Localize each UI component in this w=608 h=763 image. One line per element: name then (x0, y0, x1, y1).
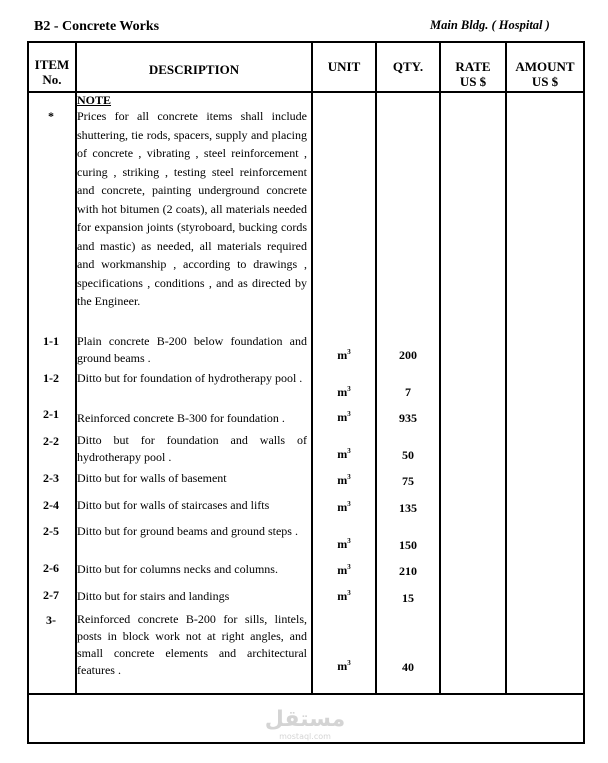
item-description: Ditto but for foundation of hydrotherapy pool . (77, 371, 303, 385)
item-unit: $m^3$ (337, 410, 351, 424)
footer-rule (29, 693, 583, 695)
item-unit: $m^3$ (337, 563, 351, 577)
item-qty: 935 (399, 411, 417, 425)
item-number: 1-1 (43, 334, 59, 348)
boq-table (27, 41, 585, 744)
item-unit: $m^3$ (337, 385, 351, 399)
item-number: 2-5 (43, 524, 59, 538)
item-qty: 200 (399, 348, 417, 362)
item-description: Reinforced concrete B-200 for sills, lintels, posts in block work not at right angles, and small concrete elements and architectural features . (77, 612, 307, 677)
item-qty: 50 (402, 448, 414, 462)
item-qty: 210 (399, 564, 417, 578)
column-divider (505, 43, 507, 693)
item-number: 2-3 (43, 471, 59, 485)
item-description: Plain concrete B-200 below foundation and ground beams . (77, 334, 307, 365)
col-header-item: ITEM No. (34, 57, 70, 87)
item-unit: $m^3$ (337, 348, 351, 362)
watermark (262, 708, 348, 742)
section-title: B2 - Concrete Works (34, 19, 160, 34)
col-header-qty: QTY. (392, 59, 424, 74)
item-unit: $m^3$ (337, 537, 351, 551)
item-unit: $m^3$ (337, 447, 351, 461)
item-number: 2-7 (43, 588, 59, 602)
watermark-latin: mostaql.com (279, 732, 331, 741)
item-qty: 15 (402, 591, 414, 605)
item-number: 2-4 (43, 498, 59, 512)
column-divider (439, 43, 441, 693)
item-description: Ditto but for stairs and landings (77, 589, 230, 603)
item-number: 1-2 (43, 371, 59, 385)
note-text: Prices for all concrete items shall include shuttering, tie rods, spacers, supply and placing of concrete , vibrating , steel reinforcement , curing , striking , testing steel reinforcement and concrete, painting underground concrete with hot bitumen (2 coats), all materials needed for expansion joints (styroboard, bucking cords and mastic) as needed, all materials required and workmanship , according to drawings , specifications , conditions , and as directed by the Engineer. (77, 109, 307, 308)
col-header-rate: RATE US $ (455, 59, 491, 89)
project-title: Main Bldg. ( Hospital ) (430, 18, 550, 32)
item-description: Ditto but for foundation and walls of hydrotherapy pool . (77, 433, 307, 464)
item-description: Reinforced concrete B-300 for foundation . (77, 411, 285, 425)
col-header-description: DESCRIPTION (148, 62, 240, 77)
watermark-arabic: مستقل (264, 707, 346, 732)
col-header-unit: UNIT (327, 59, 361, 74)
item-description: Ditto but for walls of staircases and lifts (77, 498, 270, 512)
item-qty: 7 (405, 385, 411, 399)
item-description: Ditto but for columns necks and columns. (77, 562, 278, 576)
item-unit: $m^3$ (337, 473, 351, 487)
item-unit: $m^3$ (337, 659, 351, 673)
item-unit: $m^3$ (337, 500, 351, 514)
item-qty: 75 (402, 474, 414, 488)
item-number: 2-1 (43, 407, 59, 421)
col-header-amount: AMOUNT US $ (515, 59, 575, 89)
item-number: 3- (46, 613, 56, 627)
item-description: Ditto but for walls of basement (77, 471, 227, 485)
note-marker: * (48, 109, 54, 123)
item-number: 2-6 (43, 561, 59, 575)
item-qty: 150 (399, 538, 417, 552)
item-number: 2-2 (43, 434, 59, 448)
item-unit: $m^3$ (337, 589, 351, 603)
note-title: NOTE (77, 93, 112, 107)
item-qty: 135 (399, 501, 417, 515)
item-description: Ditto but for ground beams and ground steps . (77, 524, 298, 538)
item-qty: 40 (402, 660, 414, 674)
